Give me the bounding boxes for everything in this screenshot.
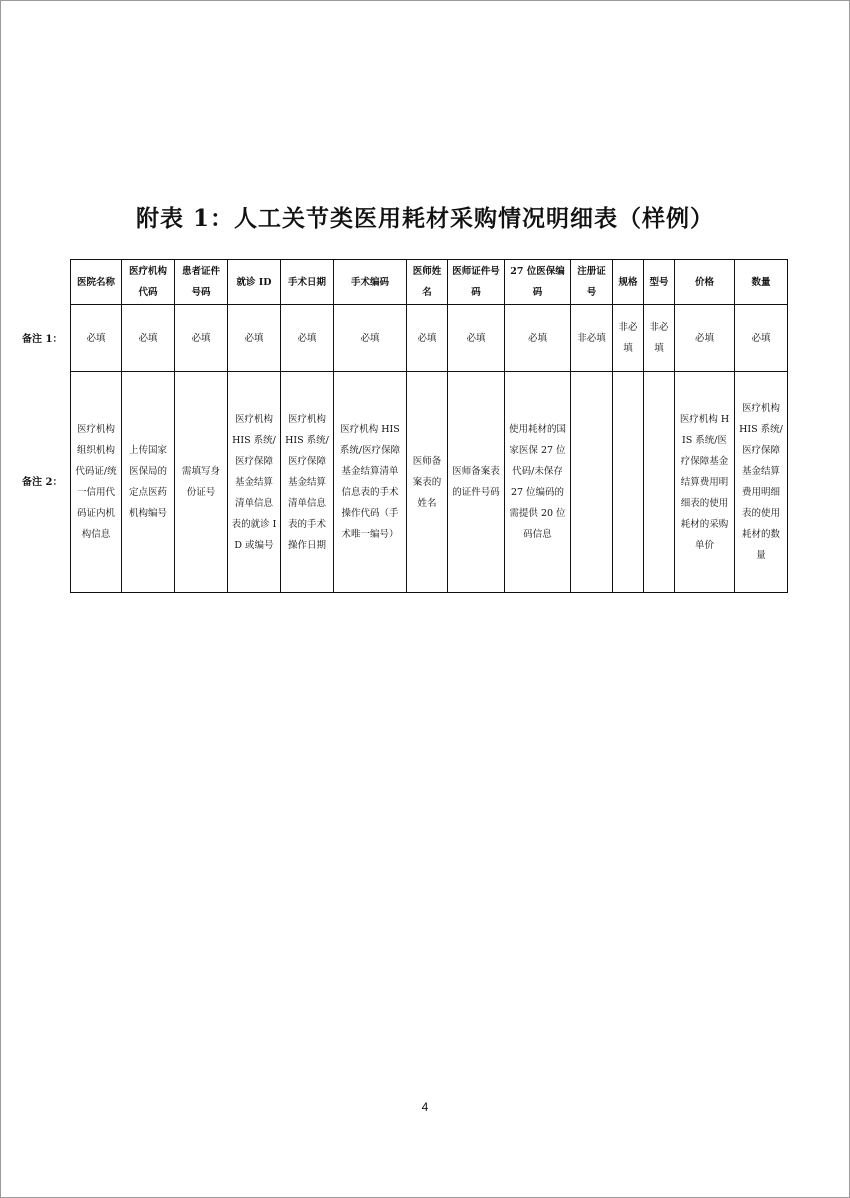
table-header-row	[71, 260, 788, 305]
page-number: 4	[421, 1100, 429, 1114]
table-cell: 医疗机构 HIS 系统/医疗保障基金结算清单信息表的手术操作日期	[281, 372, 334, 593]
table-cell: 必填	[71, 305, 122, 372]
table-cell: 必填	[228, 305, 281, 372]
column-header: 型号	[644, 260, 675, 305]
table-row-required	[71, 305, 788, 372]
table-cell: 医疗机构 HIS 系统/医疗保障基金结算费用明细表的使用耗材的采购单价	[675, 372, 735, 593]
table-cell: 医师备案表的证件号码	[448, 372, 505, 593]
table-cell: 必填	[334, 305, 407, 372]
table-cell: 医疗机构 HIS 系统/医疗保障基金结算清单信息表的就诊 ID 或编号	[228, 372, 281, 593]
table-cell	[644, 372, 675, 593]
table-cell: 医疗机构组织机构代码证/统一信用代码证内机构信息	[71, 372, 122, 593]
column-header: 医疗机构代码	[122, 260, 175, 305]
page-title: 附表 1：人工关节类医用耗材采购情况明细表（样例）	[135, 205, 714, 232]
table-cell	[571, 372, 613, 593]
column-header: 手术日期	[281, 260, 334, 305]
table-cell: 使用耗材的国家医保 27 位代码/未保存 27 位编码的需提供 20 位码信息	[505, 372, 571, 593]
table-cell: 医师备案表的姓名	[407, 372, 448, 593]
table-cell: 上传国家医保局的定点医药机构编号	[122, 372, 175, 593]
row-label-remark-2: 备注 2：	[22, 477, 63, 488]
table-cell: 必填	[448, 305, 505, 372]
table-cell: 必填	[505, 305, 571, 372]
table-cell: 必填	[735, 305, 788, 372]
table-cell	[613, 372, 644, 593]
column-header: 手术编码	[334, 260, 407, 305]
table-cell: 非必填	[613, 305, 644, 372]
table-cell: 必填	[407, 305, 448, 372]
column-header: 数量	[735, 260, 788, 305]
table-cell: 医疗机构 HIS 系统/医疗保障基金结算清单信息表的手术操作代码（手术唯一编号）	[334, 372, 407, 593]
table-cell: 非必填	[571, 305, 613, 372]
column-header: 规格	[613, 260, 644, 305]
column-header: 医师姓名	[407, 260, 448, 305]
row-label-remark-1: 备注 1：	[22, 334, 63, 345]
table-cell: 需填写身份证号	[175, 372, 228, 593]
column-header: 27 位医保编码	[505, 260, 571, 305]
procurement-detail-table	[70, 259, 788, 593]
table-cell: 必填	[122, 305, 175, 372]
column-header: 注册证号	[571, 260, 613, 305]
column-header: 患者证件号码	[175, 260, 228, 305]
table-cell: 必填	[175, 305, 228, 372]
column-header: 医师证件号码	[448, 260, 505, 305]
table-row-source	[71, 372, 788, 593]
table-cell: 必填	[675, 305, 735, 372]
table-cell: 必填	[281, 305, 334, 372]
column-header: 医院名称	[71, 260, 122, 305]
table-cell: 非必填	[644, 305, 675, 372]
column-header: 就诊 ID	[228, 260, 281, 305]
column-header: 价格	[675, 260, 735, 305]
table-cell: 医疗机构 HIS 系统/医疗保障基金结算费用明细表的使用耗材的数量	[735, 372, 788, 593]
